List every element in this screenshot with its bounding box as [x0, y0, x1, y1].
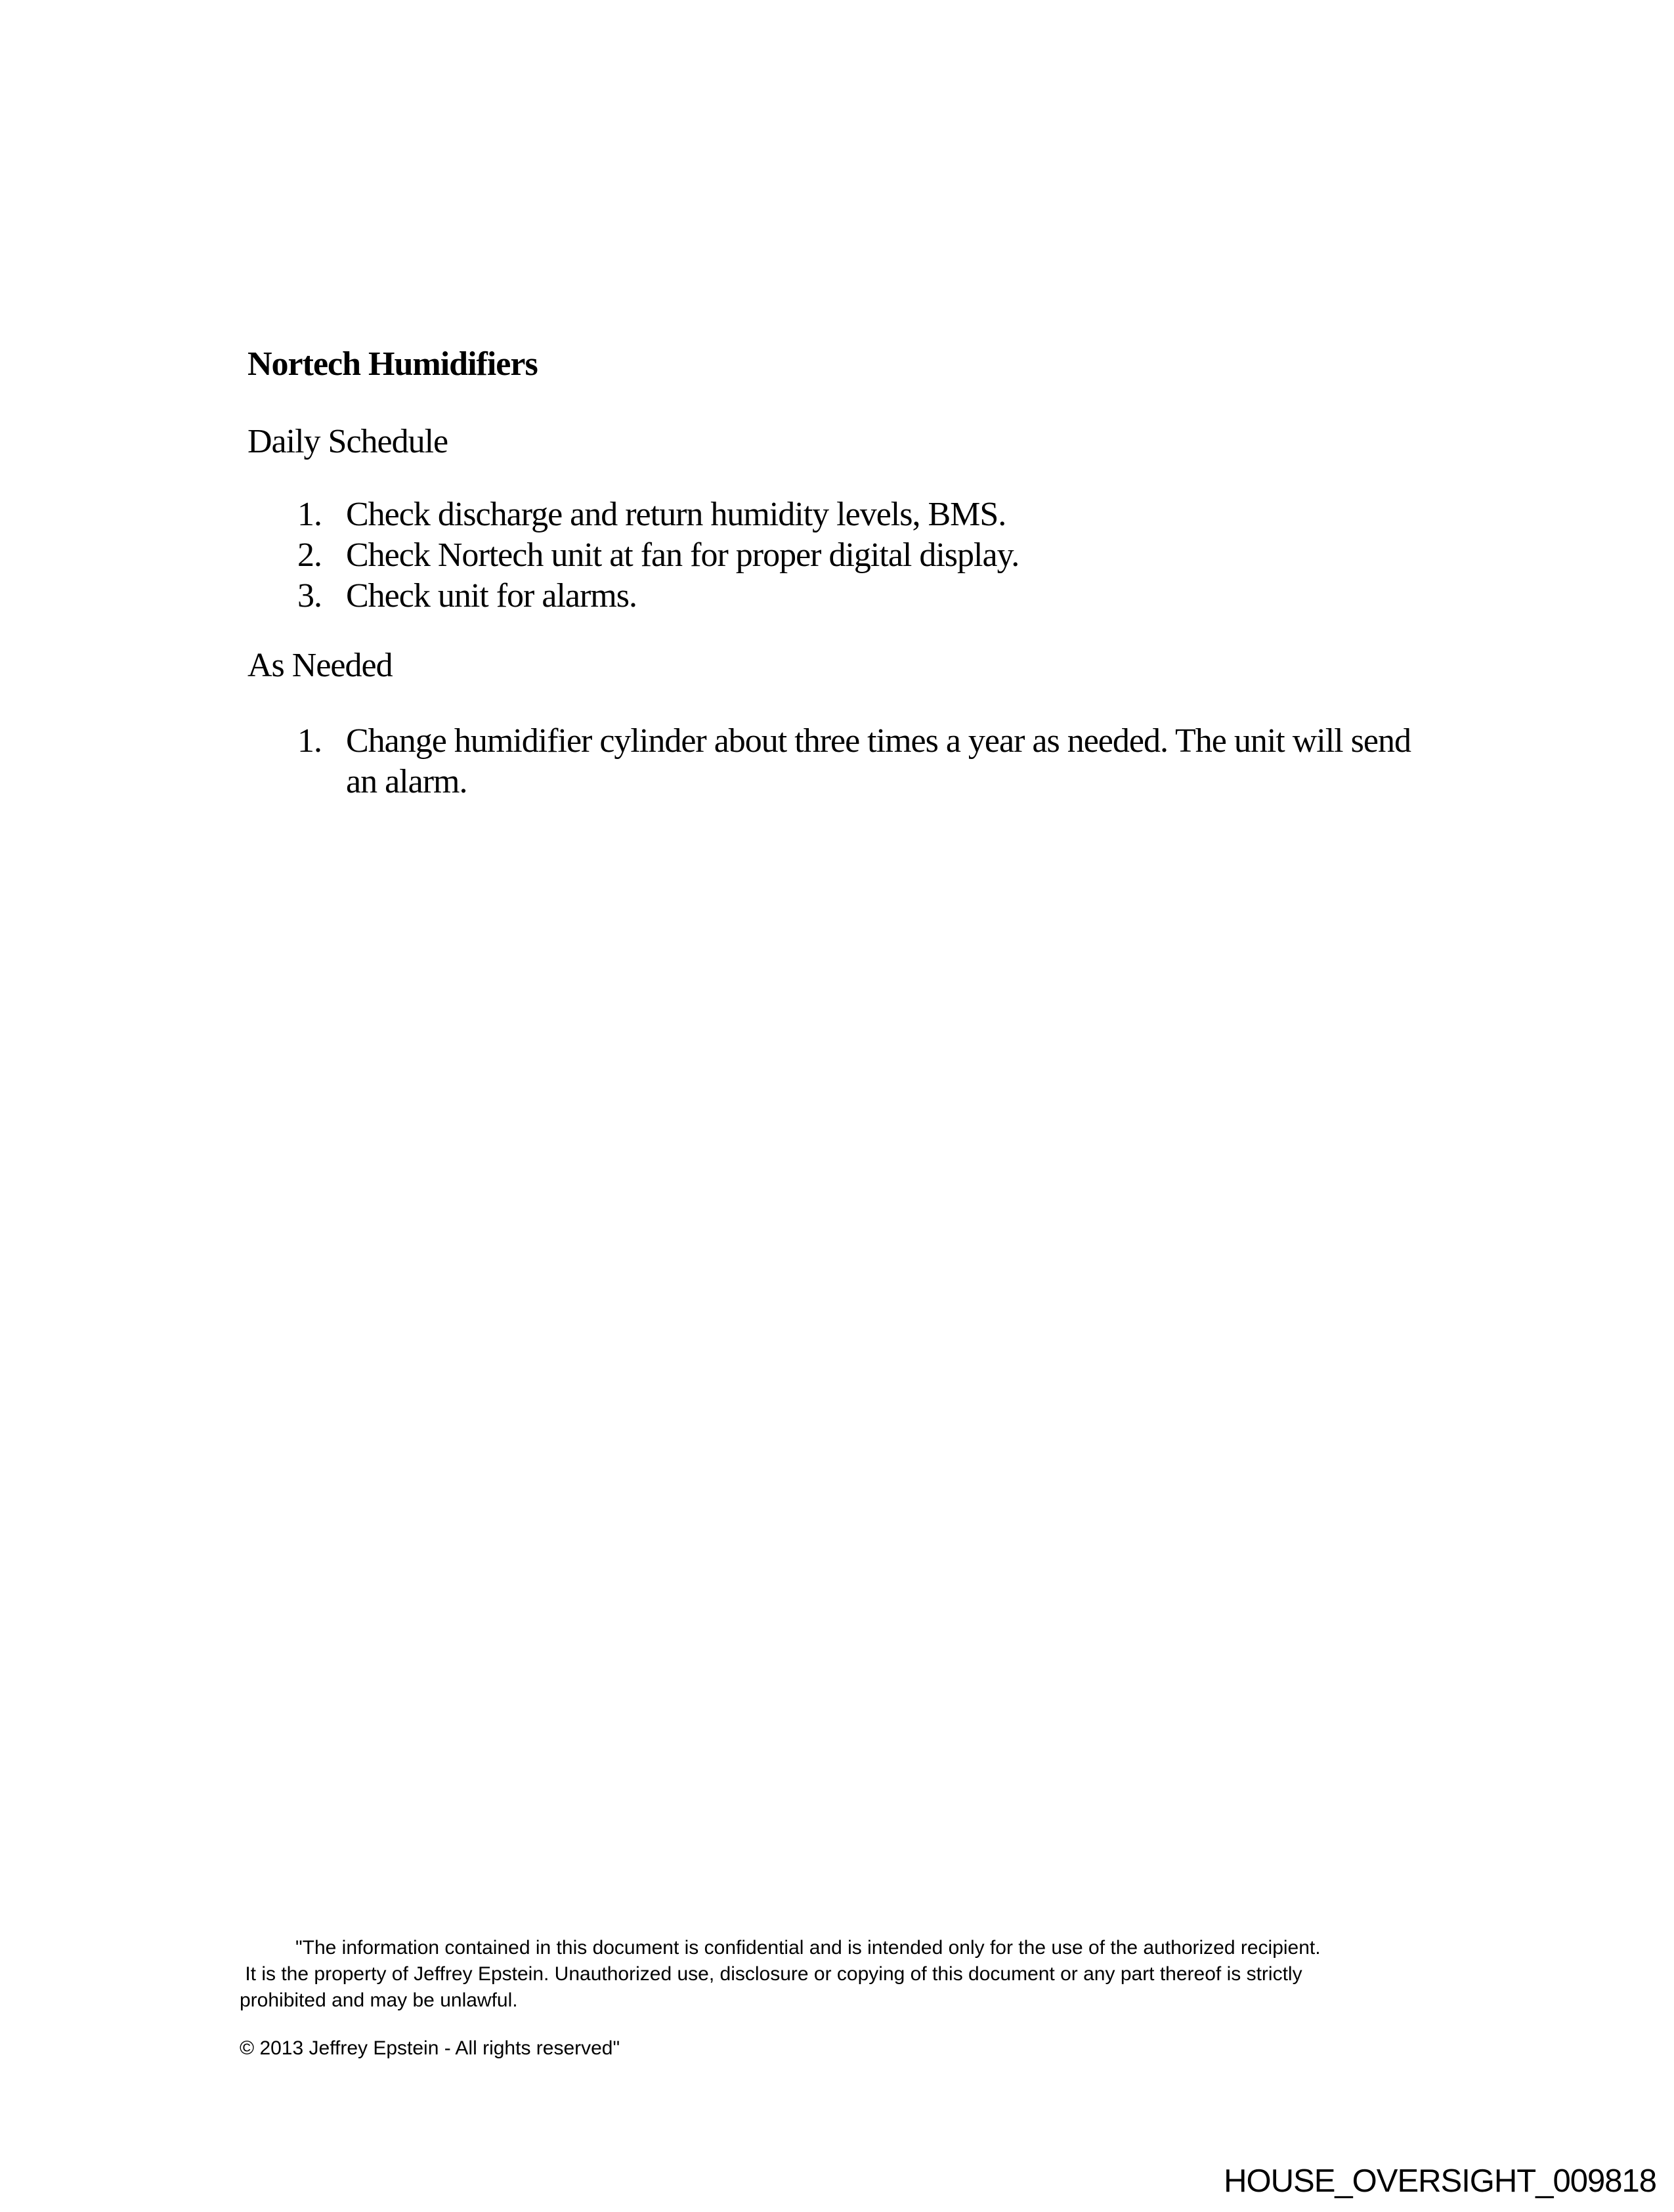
list-item	[0, 576, 1674, 617]
footer-copyright: © 2013 Jeffrey Epstein - All rights reserved"	[240, 2037, 620, 2059]
list-item-number: 1.	[297, 496, 322, 533]
list-item-text: Change humidifier cylinder about three times a year as needed. The unit will send an alarm.	[346, 722, 1411, 800]
list-item-number: 2.	[297, 536, 322, 574]
list-item	[0, 494, 1674, 535]
list-item	[0, 721, 1674, 802]
daily-schedule-list	[0, 494, 1674, 617]
footer-disclaimer	[240, 1935, 1321, 2014]
as-needed-list	[0, 721, 1674, 802]
bates-number: HOUSE_OVERSIGHT_009818	[1224, 2163, 1656, 2199]
list-item-text: Check unit for alarms.	[346, 577, 637, 615]
list-item-number: 1.	[297, 722, 322, 760]
list-item-number: 3.	[297, 577, 322, 615]
disclaimer-line: prohibited and may be unlawful.	[240, 1989, 518, 2011]
disclaimer-line: "The information contained in this document is confidential and is intended only for the use of the authorized recipient.	[295, 1937, 1321, 1959]
list-item-text: Check discharge and return humidity levels, BMS.	[346, 496, 1006, 533]
list-item-text: Check Nortech unit at fan for proper digital display.	[346, 536, 1019, 574]
document-title: Nortech Humidifiers	[247, 345, 538, 383]
section-heading-daily-schedule: Daily Schedule	[247, 423, 448, 460]
section-heading-as-needed: As Needed	[247, 647, 393, 684]
list-item	[0, 535, 1674, 576]
disclaimer-line: It is the property of Jeffrey Epstein. Unauthorized use, disclosure or copying of this document or any part thereof is strictly	[240, 1963, 1302, 1985]
